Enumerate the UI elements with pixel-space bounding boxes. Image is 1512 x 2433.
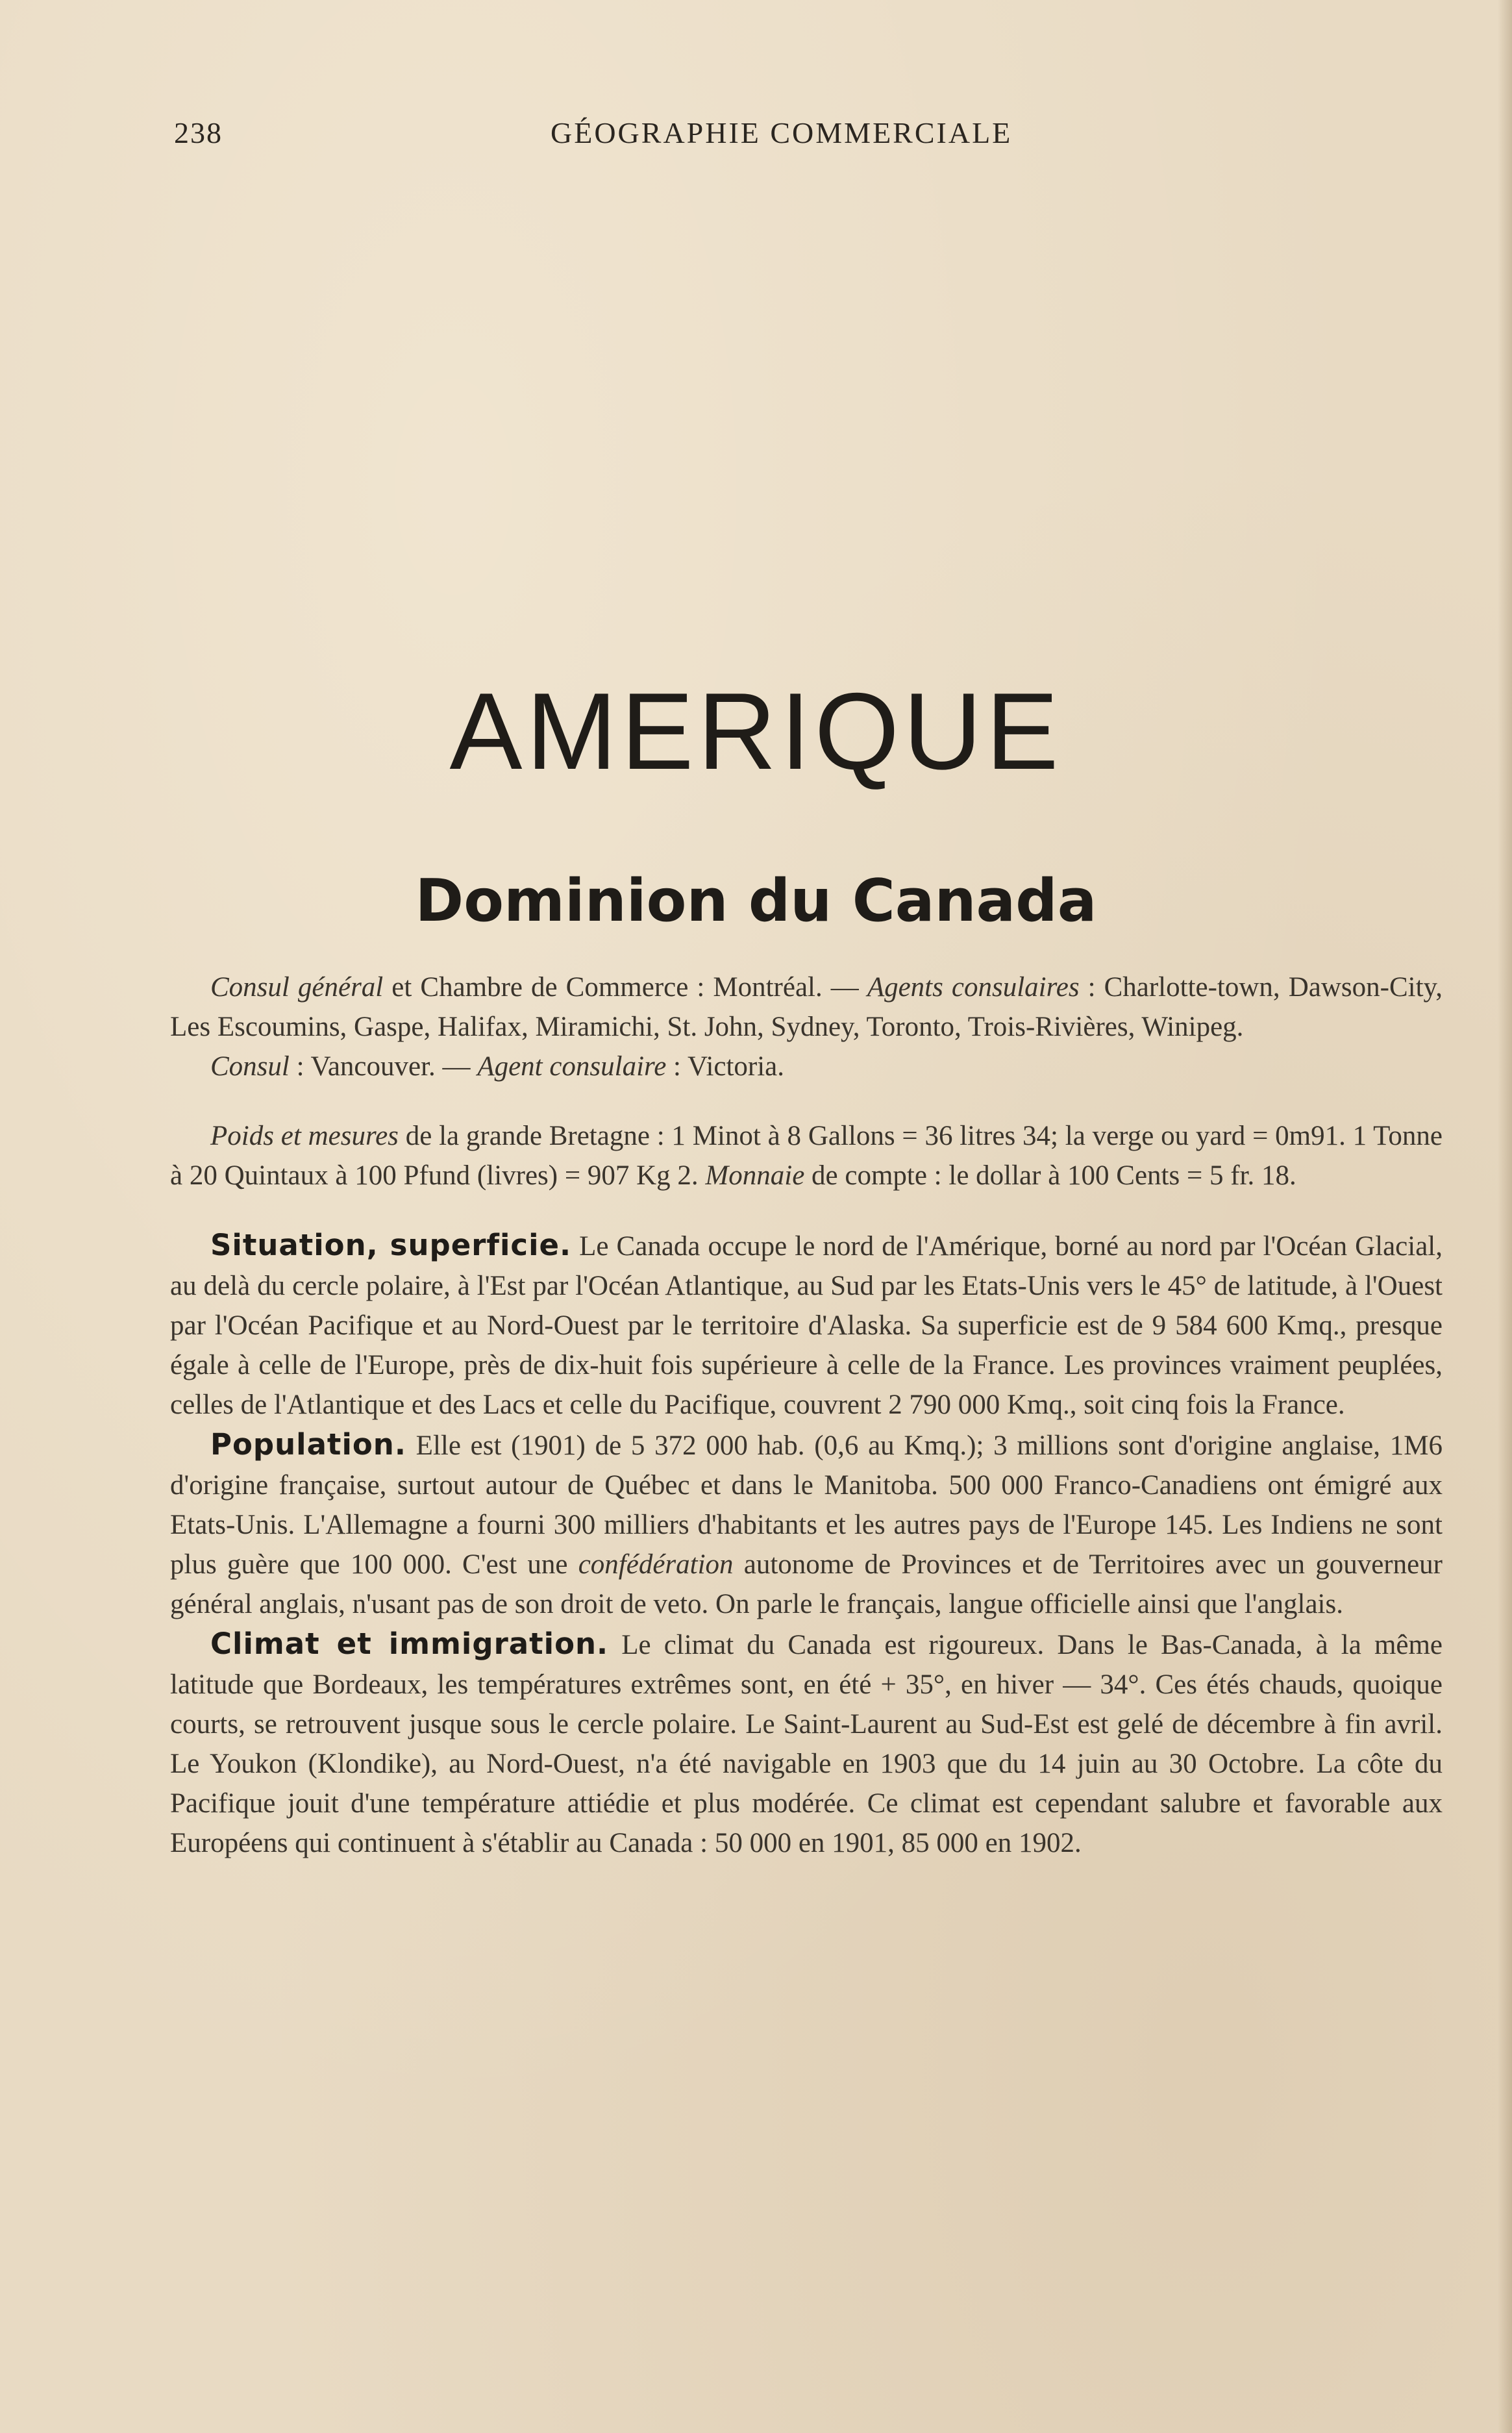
- measures-text-2: de compte : le dollar à 100 Cents = 5 fr. 18.: [804, 1160, 1296, 1191]
- consul-general-label: Consul général: [210, 972, 384, 1003]
- consul-label: Consul: [210, 1051, 290, 1082]
- page-edge-shadow: [1498, 0, 1512, 2433]
- population-heading: Population.: [210, 1427, 406, 1462]
- page-number: 238: [174, 116, 223, 149]
- consul-paragraph: [170, 1047, 1443, 1086]
- climat-heading: Climat et immigration.: [210, 1627, 609, 1661]
- body-text: [170, 967, 1443, 1863]
- consul-text: : Vancouver. —: [289, 1051, 478, 1082]
- measures-text-1: de la grande Bretagne : 1 Minot à 8 Gallons = 36 litres 34; la verge ou yard = 0m91. 1 Tonne à 20 Quintaux à 100 Pfund (livres) = 907 Kg 2.: [170, 1121, 1443, 1191]
- measures-label: Poids et mesures: [210, 1121, 399, 1151]
- continent-title: AMERIQUE: [449, 670, 1063, 792]
- situation-paragraph: [170, 1225, 1443, 1425]
- monnaie-label: Monnaie: [705, 1160, 805, 1191]
- climat-paragraph: [170, 1624, 1443, 1863]
- situation-text: Le Canada occupe le nord de l'Amérique, borné au nord par l'Océan Glacial, au delà du cercle polaire, à l'Est par l'Océan Atlantique, au Sud par les Etats-Unis vers le 45° de latitude, à l'Ouest par l'Océan Pacifique et au Nord-Ouest par le territoire d'Alaska. Sa superficie est de 9 584 600 Kmq., presque égale à celle de l'Europe, près de dix-huit fois supérieure à celle de la France. Les provinces vraiment peuplées, celles de l'Atlantique et des Lacs et celle du Pacifique, couvrent 2 790 000 Kmq., soit cinq fois la France.: [170, 1231, 1443, 1420]
- population-text-2: autonome de Provinces et de Territoires avec un gouverneur général anglais, n'usant pas de son droit de veto. On parle le français, langue officielle ainsi que l'anglais.: [170, 1549, 1443, 1619]
- running-title: GÉOGRAPHIE COMMERCIALE: [551, 116, 1013, 149]
- climat-text: Le climat du Canada est rigoureux. Dans le Bas-Canada, à la même latitude que Bordeaux, les températures extrêmes sont, en été + 35°, en hiver — 34°. Ces étés chauds, quoique courts, se retrouvent jusque sous le cercle polaire. Le Saint-Laurent au Sud-Est est gelé de décembre à fin avril. Le Youkon (Klondike), au Nord-Ouest, n'a été navigable en 1903 que du 14 juin au 30 Octobre. La côte du Pacifique jouit d'une température attiédie et plus modérée. Ce climat est cependant salubre et favorable aux Européens qui continuent à s'établir au Canada : 50 000 en 1901, 85 000 en 1902.: [170, 1630, 1443, 1858]
- situation-heading: Situation, superficie.: [210, 1228, 572, 1262]
- consul-general-text: et Chambre de Commerce : Montréal. —: [383, 972, 867, 1003]
- running-header: [174, 116, 1459, 161]
- agent-text: : Victoria.: [666, 1051, 785, 1082]
- population-text-1: Elle est (1901) de 5 372 000 hab. (0,6 au Kmq.); 3 millions sont d'origine anglaise, 1M6 d'origine française, surtout autour de Québec et dans le Manitoba. 500 000 Franco-Canadiens ont émigré aux Etats-Unis. L'Allemagne a fourni 300 milliers d'habitants et les autres pays de l'Europe 145. Les Indiens ne sont plus guère que 100 000. C'est une: [170, 1430, 1443, 1580]
- population-paragraph: [170, 1425, 1443, 1624]
- measures-paragraph: [170, 1116, 1443, 1195]
- agents-text: : Charlotte-town, Dawson-City, Les Escoumins, Gaspe, Halifax, Miramichi, St. John, Sydney, Toronto, Trois-Rivières, Winipeg.: [170, 972, 1443, 1042]
- agents-label: Agents consulaires: [867, 972, 1080, 1003]
- section-title: Dominion du Canada: [415, 867, 1097, 935]
- consulate-paragraph: [170, 967, 1443, 1047]
- agent-label: Agent consulaire: [477, 1051, 667, 1082]
- confederation-term: confédération: [578, 1549, 734, 1580]
